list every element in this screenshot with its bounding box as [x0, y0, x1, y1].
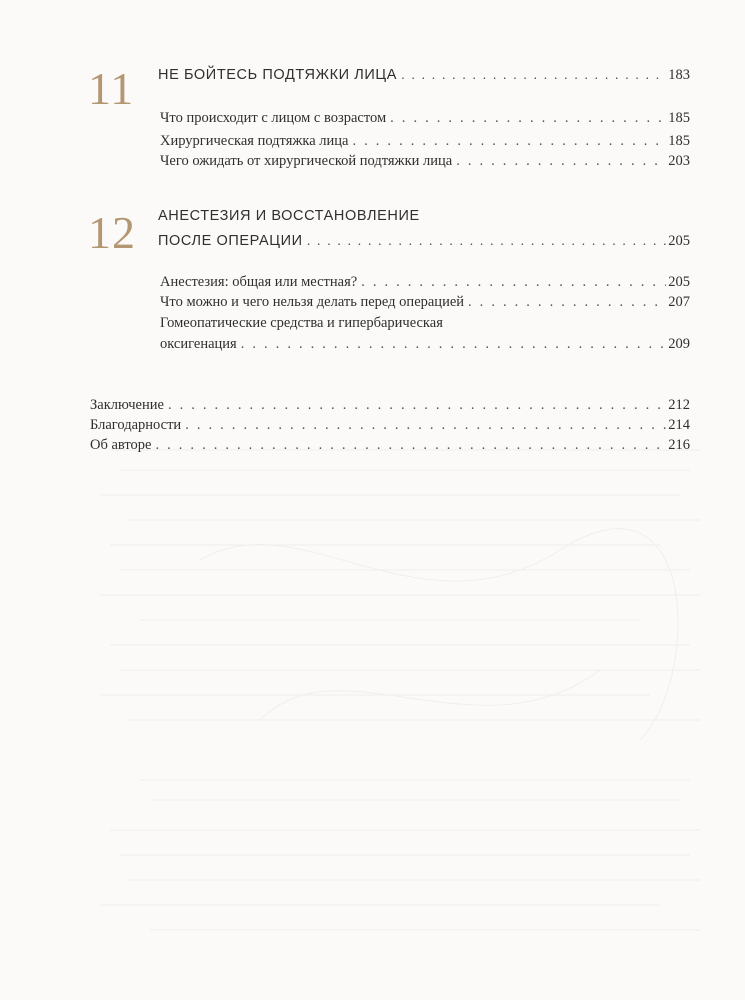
- chapter-title-entry[interactable]: [158, 230, 690, 251]
- bleed-through-texture: [0, 440, 745, 1000]
- page-number: 207: [668, 294, 690, 310]
- chapter-title: НЕ БОЙТЕСЬ ПОДТЯЖКИ ЛИЦА: [158, 67, 398, 83]
- chapter-number: 11: [88, 63, 135, 114]
- entry-label: Гомеопатические средства и гипербарическая: [160, 315, 443, 331]
- page-number: 203: [668, 153, 690, 169]
- leader-dots: [241, 334, 667, 354]
- toc-entry[interactable]: [160, 272, 690, 292]
- page-number: 185: [668, 133, 690, 149]
- toc-entry[interactable]: [160, 292, 690, 312]
- page-number: 205: [668, 233, 690, 249]
- chapter-title: АНЕСТЕЗИЯ И ВОССТАНОВЛЕНИЕ: [158, 208, 420, 224]
- toc-entry[interactable]: [160, 334, 690, 354]
- entry-label: Хирургическая подтяжка лица: [160, 133, 349, 149]
- entry-label: Чего ожидать от хирургической подтяжки лица: [160, 153, 453, 169]
- leader-dots: [185, 415, 666, 435]
- toc-entry-about-author[interactable]: [90, 435, 690, 455]
- toc-entry-acknowledgements[interactable]: [90, 415, 690, 435]
- page-number: 212: [668, 397, 690, 413]
- leader-dots: [352, 131, 666, 151]
- leader-dots: [168, 395, 666, 415]
- entry-label: Благодарности: [90, 417, 182, 433]
- leader-dots: [307, 230, 667, 250]
- page-number: 185: [668, 110, 690, 126]
- leader-dots: [390, 108, 666, 128]
- page-number: 205: [668, 274, 690, 290]
- entry-label: Анестезия: общая или местная?: [160, 274, 358, 290]
- entry-label-continued: оксигенация: [160, 336, 237, 352]
- entry-label: Об авторе: [90, 437, 152, 453]
- chapter-title-entry[interactable]: [158, 64, 690, 85]
- chapter-title-continued: ПОСЛЕ ОПЕРАЦИИ: [158, 233, 303, 249]
- toc-entry[interactable]: [160, 131, 690, 151]
- page-number: 183: [668, 67, 690, 83]
- leader-dots: [456, 151, 666, 171]
- toc-entry-conclusion[interactable]: [90, 395, 690, 415]
- page-number: 216: [668, 437, 690, 453]
- page-number: 209: [668, 336, 690, 352]
- entry-label: Что происходит с лицом с возрастом: [160, 110, 387, 126]
- leader-dots: [401, 64, 666, 84]
- chapter-number: 12: [88, 207, 136, 258]
- leader-dots: [361, 272, 666, 292]
- page-number: 214: [668, 417, 690, 433]
- toc-entry[interactable]: [160, 151, 690, 171]
- leader-dots: [155, 435, 666, 455]
- entry-label: Что можно и чего нельзя делать перед операцией: [160, 294, 465, 310]
- entry-label: Заключение: [90, 397, 164, 413]
- leader-dots: [468, 292, 666, 312]
- toc-entry[interactable]: [160, 108, 690, 128]
